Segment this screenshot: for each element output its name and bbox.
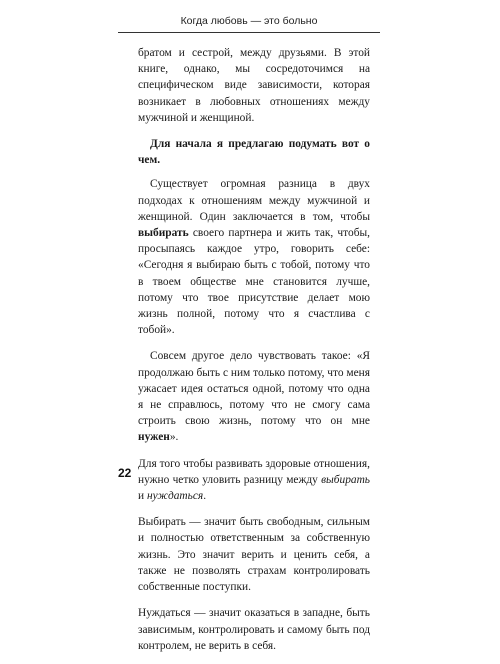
paragraph-3-emphasis: выбирать: [138, 227, 189, 240]
page-number: 22: [118, 466, 132, 480]
paragraph-4-text-a: Совсем другое дело чувствовать такое: «Я продолжаю быть с ним только потому, что меня ужасает идея остаться одной, потому что одна я не справлюсь, потому что не смогу сама строить свою жизнь, потому что он мне: [138, 350, 370, 428]
paragraph-7: Нуждаться — значит оказаться в западне, быть зависимым, контролировать и самому быть под контролем, не верить в себя.: [138, 607, 370, 652]
running-head: Когда любовь — это больно: [118, 6, 380, 33]
paragraph-3-text-c: своего партнера и жить так, чтобы, просыпаясь каждое утро, говорить себе: «Сегодня я выбираю быть с тобой, потому что в твоем обществе мне становится лучше, потому что твое присутствие делает мою жизнь полной, потому что я счастлива с тобой».: [138, 227, 370, 337]
paragraph-5-italic-2: нуждаться: [146, 490, 204, 503]
paragraph-6: Выбирать — значит быть свободным, сильным и полностью ответственным за собственную жизнь. Это значит верить и ценить себя, а также не позволять страхам контролировать собственные поступки.: [138, 516, 370, 594]
paragraph-4-emphasis: нужен: [138, 431, 170, 444]
paragraph-2-bold: Для начала я предлагаю подумать вот о чем.: [138, 138, 370, 167]
paragraph-5-text-e: .: [203, 490, 207, 503]
paragraph-5-text-c: и: [138, 490, 147, 503]
paragraph-4-text-c: ».: [169, 431, 179, 444]
paragraph-5: [138, 456, 370, 505]
paragraph-3: [138, 176, 370, 338]
paragraph-1: братом и сестрой, между друзьями. В этой книге, однако, мы сосредоточимся на специфическом виде зависимости, которая возникает в любовных отношениях между мужчиной и женщиной.: [138, 47, 370, 124]
paragraph-4: [138, 348, 370, 445]
paragraph-5-italic-1: выбирать: [321, 473, 370, 486]
paragraph-5-text-a: Для того чтобы развивать здоровые отношения, нужно четко уловить разницу между: [138, 457, 370, 486]
body-text: [138, 45, 370, 664]
paragraph-3-text-a: Существует огромная разница в двух подходах к отношениям между мужчиной и женщиной. Один заключается в том, чтобы: [138, 178, 370, 223]
